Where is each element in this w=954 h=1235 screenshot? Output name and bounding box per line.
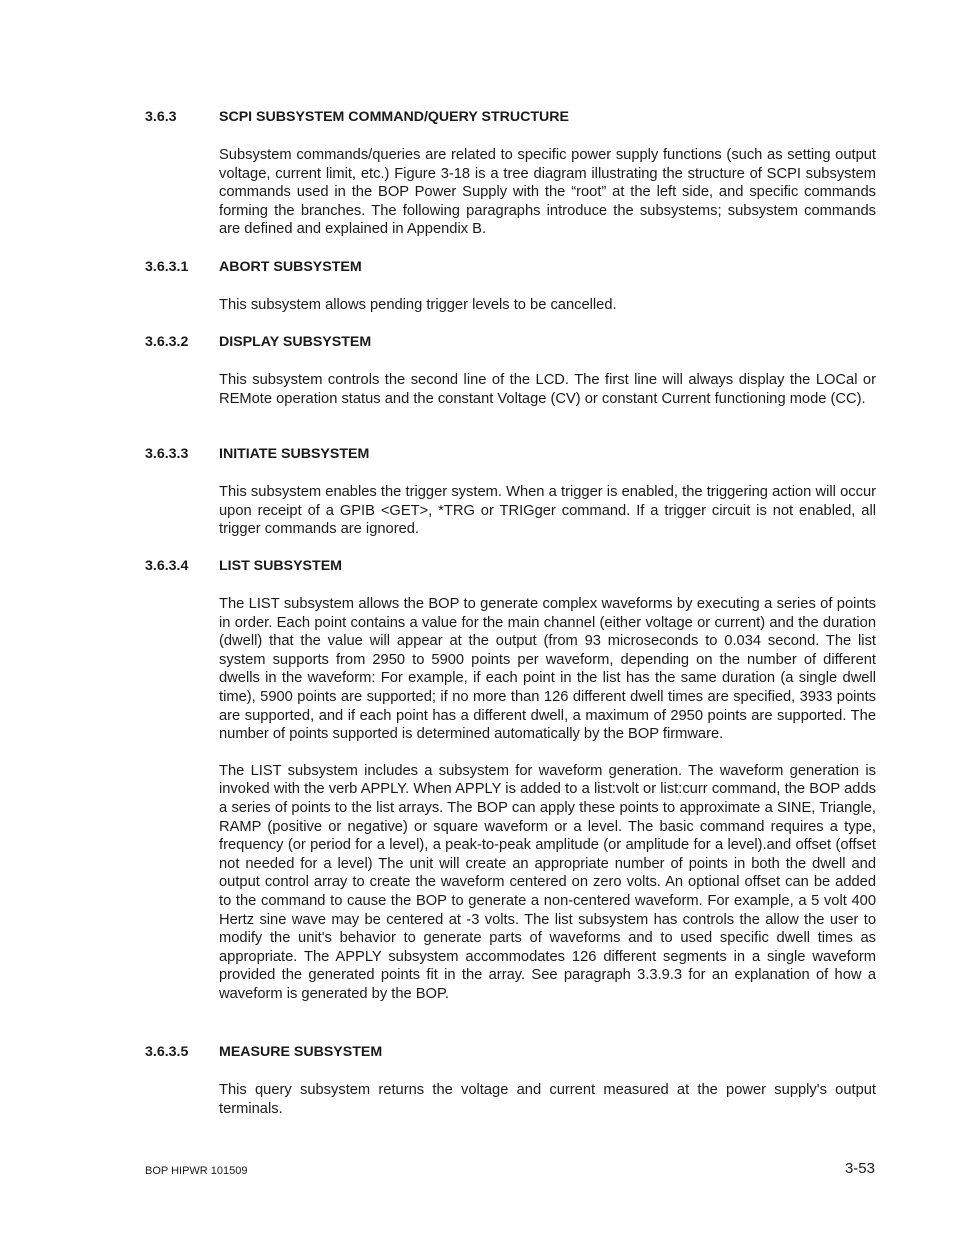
- section-heading: [145, 258, 876, 276]
- section-number: 3.6.3.5: [145, 1044, 189, 1060]
- footer-document-id: BOP HIPWR 101509: [145, 1165, 248, 1177]
- section-heading: [145, 333, 876, 351]
- section-paragraph: This query subsystem returns the voltage and current measured at the power supply's output terminals.: [219, 1082, 876, 1117]
- section-measure-subsystem: [145, 1043, 876, 1118]
- section-heading: [145, 557, 876, 575]
- section-initiate-subsystem: [145, 445, 876, 539]
- section-paragraph: This subsystem enables the trigger system. When a trigger is enabled, the triggering action will occur upon receipt of a GPIB <GET>, *TRG or TRIGger command. If a trigger circuit is not enabled, all trigger commands are ignored.: [219, 484, 876, 538]
- section-paragraph: This subsystem allows pending trigger levels to be cancelled.: [219, 297, 617, 313]
- section-title: INITIATE SUBSYSTEM: [219, 446, 370, 462]
- section-number: 3.6.3: [145, 109, 177, 125]
- section-title: LIST SUBSYSTEM: [219, 558, 342, 574]
- section-heading: [145, 445, 876, 463]
- section-paragraph: Subsystem commands/queries are related to specific power supply functions (such as setting output voltage, current limit, etc.) Figure 3-18 is a tree diagram illustrating the structure of SCPI subsystem commands used in the BOP Power Supply with the “root” at the left side, and specific commands forming the branches. The following paragraphs introduce the subsystems; subsystem commands are defined and explained in Appendix B.: [219, 147, 876, 238]
- section-title: DISPLAY SUBSYSTEM: [219, 334, 372, 350]
- section-list-subsystem: [145, 557, 876, 1003]
- section-number: 3.6.3.3: [145, 446, 189, 462]
- section-number: 3.6.3.2: [145, 334, 189, 350]
- section-paragraph: The LIST subsystem allows the BOP to generate complex waveforms by executing a series of points in order. Each point contains a value for the main channel (either voltage or current) and the duration (dwell) that the value will appear at the output (from 93 microseconds to 0.034 second. The list system supports from 2950 to 5900 points per waveform, depending on the number of different dwells in the waveform: For example, if each point in the list has the same duration (a single dwell time), 5900 points are supported; if no more than 126 different dwell times are specified, 3933 points are supported, and if each point has a different dwell, a maximum of 2950 points are supported. The number of points supported is determined automatically by the BOP firmware.: [219, 596, 876, 743]
- footer-page-number: 3-53: [844, 1160, 875, 1177]
- section-title: SCPI SUBSYSTEM COMMAND/QUERY STRUCTURE: [219, 109, 569, 125]
- section-number: 3.6.3.4: [145, 558, 189, 574]
- section-title: ABORT SUBSYSTEM: [219, 259, 362, 275]
- section-heading: [145, 1043, 876, 1061]
- section-abort-subsystem: [145, 258, 876, 315]
- section-paragraph: This subsystem controls the second line of the LCD. The first line will always display the LOCal or REMote operation status and the constant Voltage (CV) or constant Current functioning mode (CC).: [219, 372, 876, 407]
- section-title: MEASURE SUBSYSTEM: [219, 1044, 383, 1060]
- section-display-subsystem: [145, 333, 876, 408]
- section-paragraph: The LIST subsystem includes a subsystem for waveform generation. The waveform generation is invoked with the verb APPLY. When APPLY is added to a list:volt or list:curr command, the BOP adds a series of points to the list arrays. The BOP can apply these points to approximate a SINE, Triangle, RAMP (positive or negative) or square waveform or a level. The basic command requires a type, frequency (or period for a level), a peak-to-peak amplitude (or amplitude for a level).and offset (offset not needed for a level) The unit will create an appropriate number of points in both the dwell and output control array to create the waveform centered on zero volts. An optional offset can be added to the command to cause the BOP to generate a non-centered waveform. For example, a 5 volt 400 Hertz sine wave may be centered at -3 volts. The list subsystem has controls the allow the user to modify the unit's behavior to generate parts of waveforms and to used specific dwell times as appropriate. The APPLY subsystem accommodates 126 different segments in a single waveform provided the generated points fit in the array. See paragraph 3.3.9.3 for an explanation of how a waveform is generated by the BOP.: [219, 762, 876, 1002]
- section-heading: [145, 108, 876, 126]
- section-scpi-structure: [145, 108, 876, 239]
- section-number: 3.6.3.1: [145, 259, 189, 275]
